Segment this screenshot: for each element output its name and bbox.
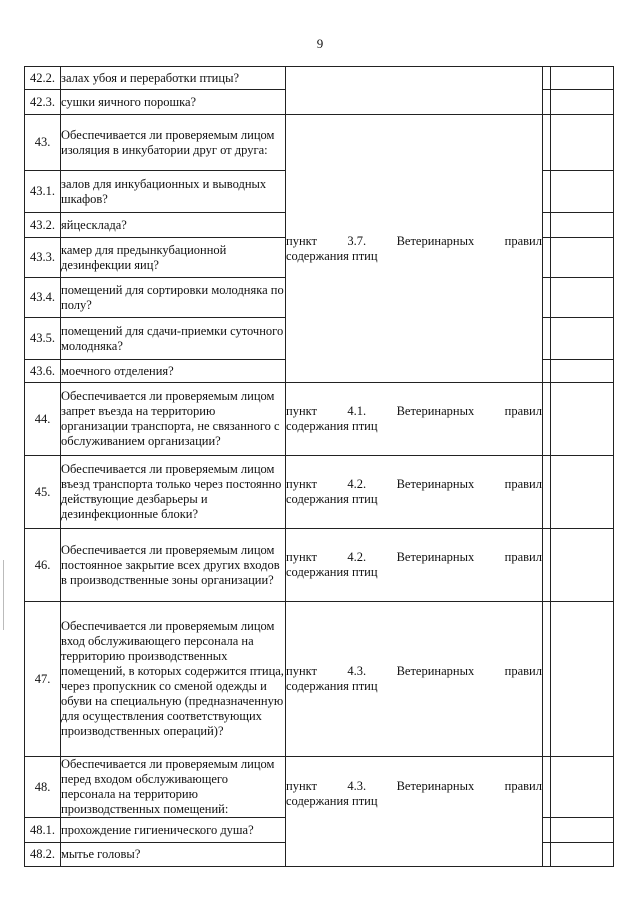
reference-word: пункт — [286, 664, 317, 678]
answer-cell — [551, 843, 614, 867]
item-question: залах убоя и переработки птицы? — [61, 67, 286, 90]
reference-text — [286, 664, 542, 694]
reference-text — [286, 550, 542, 580]
answer-cell — [551, 602, 614, 757]
answer-cell — [543, 171, 551, 213]
reference-word: пункт — [286, 233, 317, 248]
item-number: 48. — [25, 757, 61, 818]
answer-cell — [551, 67, 614, 90]
reference-text — [286, 234, 542, 264]
page-number: 9 — [316, 36, 324, 51]
reference-word: содержания птиц — [286, 248, 378, 263]
reference-word: Ветеринарных — [396, 404, 475, 418]
reference-word: правил — [504, 477, 542, 491]
reference-word: правил — [504, 233, 542, 248]
reference-cell — [286, 115, 543, 383]
answer-cell — [551, 171, 614, 213]
item-number: 43.2. — [25, 213, 61, 238]
reference-word: 4.3. — [347, 779, 367, 793]
item-question: камер для предынкубационной дезинфекции яиц? — [61, 238, 286, 278]
reference-cell — [286, 383, 543, 456]
item-number: 43.3. — [25, 238, 61, 278]
answer-cell — [551, 529, 614, 602]
reference-word: правил — [504, 404, 542, 418]
reference-word: содержания птиц — [286, 419, 378, 433]
item-number: 43. — [25, 115, 61, 171]
item-question: Обеспечивается ли проверяемым лицом изоляция в инкубатории друг от друга: — [61, 115, 286, 171]
table-row — [25, 757, 614, 818]
item-question: Обеспечивается ли проверяемым лицом постоянное закрытие всех других входов в производственные зоны организации? — [61, 529, 286, 602]
item-number: 48.1. — [25, 818, 61, 843]
reference-word: правил — [504, 550, 542, 564]
answer-cell — [543, 757, 551, 818]
reference-cell — [286, 456, 543, 529]
answer-cell — [551, 318, 614, 360]
reference-word: Ветеринарных — [396, 779, 475, 793]
answer-cell — [543, 360, 551, 383]
reference-word: пункт — [286, 550, 317, 564]
reference-word: Ветеринарных — [396, 233, 475, 248]
item-question: прохождение гигиенического душа? — [61, 818, 286, 843]
answer-cell — [543, 843, 551, 867]
reference-word: пункт — [286, 779, 317, 793]
item-question: яйцесклада? — [61, 213, 286, 238]
reference-word: пункт — [286, 404, 317, 418]
item-number: 43.5. — [25, 318, 61, 360]
item-number: 46. — [25, 529, 61, 602]
answer-cell — [551, 360, 614, 383]
answer-cell — [551, 213, 614, 238]
item-question: сушки яичного порошка? — [61, 90, 286, 115]
answer-cell — [543, 278, 551, 318]
item-number: 43.1. — [25, 171, 61, 213]
item-question: Обеспечивается ли проверяемым лицом вход обслуживающего персонала на территорию производственных помещений, в которых содержится птица, через пропускник со сменой одежды и обуви на специальную (предназначенную для осуществления соответствующих производственных операций)? — [61, 602, 286, 757]
answer-cell — [543, 529, 551, 602]
answer-cell — [543, 318, 551, 360]
answer-cell — [543, 238, 551, 278]
item-question: помещений для сортировки молодняка по полу? — [61, 278, 286, 318]
reference-text — [286, 779, 542, 809]
scan-margin-line — [3, 560, 4, 630]
item-number: 44. — [25, 383, 61, 456]
reference-cell — [286, 67, 543, 115]
answer-cell — [543, 115, 551, 171]
item-number: 47. — [25, 602, 61, 757]
item-question: мытье головы? — [61, 843, 286, 867]
table-row — [25, 115, 614, 171]
answer-cell — [543, 602, 551, 757]
table-row — [25, 602, 614, 757]
item-number: 45. — [25, 456, 61, 529]
reference-cell — [286, 529, 543, 602]
answer-cell — [551, 383, 614, 456]
reference-cell — [286, 757, 543, 867]
reference-word: содержания птиц — [286, 492, 378, 506]
answer-cell — [551, 757, 614, 818]
item-question: Обеспечивается ли проверяемым лицом запрет въезда на территорию организации транспорта, не связанного с обслуживанием организации? — [61, 383, 286, 456]
table-row — [25, 67, 614, 90]
item-question: моечного отделения? — [61, 360, 286, 383]
item-number: 42.3. — [25, 90, 61, 115]
item-question: Обеспечивается ли проверяемым лицом перед входом обслуживающего персонала на территорию производственных помещений: — [61, 757, 286, 818]
reference-word: 4.3. — [347, 664, 367, 678]
answer-cell — [551, 238, 614, 278]
answer-cell — [543, 456, 551, 529]
answer-cell — [543, 818, 551, 843]
reference-word: содержания птиц — [286, 679, 378, 693]
checklist-table — [24, 66, 614, 867]
answer-cell — [543, 383, 551, 456]
item-number: 43.4. — [25, 278, 61, 318]
reference-text — [286, 404, 542, 434]
answer-cell — [543, 67, 551, 90]
reference-word: 4.2. — [347, 477, 367, 491]
reference-word: 3.7. — [347, 233, 367, 248]
item-question: залов для инкубационных и выводных шкафов? — [61, 171, 286, 213]
answer-cell — [543, 213, 551, 238]
item-number: 42.2. — [25, 67, 61, 90]
reference-word: пункт — [286, 477, 317, 491]
item-question: Обеспечивается ли проверяемым лицом въезд транспорта только через постоянно действующие дезбарьеры и дезинфекционные блоки? — [61, 456, 286, 529]
reference-word: Ветеринарных — [396, 477, 475, 491]
item-number: 48.2. — [25, 843, 61, 867]
reference-word: правил — [504, 664, 542, 678]
reference-cell — [286, 602, 543, 757]
answer-cell — [551, 278, 614, 318]
table-row — [25, 529, 614, 602]
reference-text — [286, 477, 542, 507]
reference-word: Ветеринарных — [396, 550, 475, 564]
reference-word: содержания птиц — [286, 794, 378, 808]
answer-cell — [551, 90, 614, 115]
reference-word: Ветеринарных — [396, 664, 475, 678]
reference-word: 4.1. — [347, 404, 367, 418]
item-question: помещений для сдачи-приемки суточного молодняка? — [61, 318, 286, 360]
answer-cell — [551, 115, 614, 171]
reference-word: 4.2. — [347, 550, 367, 564]
reference-word: содержания птиц — [286, 565, 378, 579]
answer-cell — [551, 818, 614, 843]
reference-word: правил — [504, 779, 542, 793]
item-number: 43.6. — [25, 360, 61, 383]
answer-cell — [543, 90, 551, 115]
table-row — [25, 456, 614, 529]
table-row — [25, 383, 614, 456]
answer-cell — [551, 456, 614, 529]
